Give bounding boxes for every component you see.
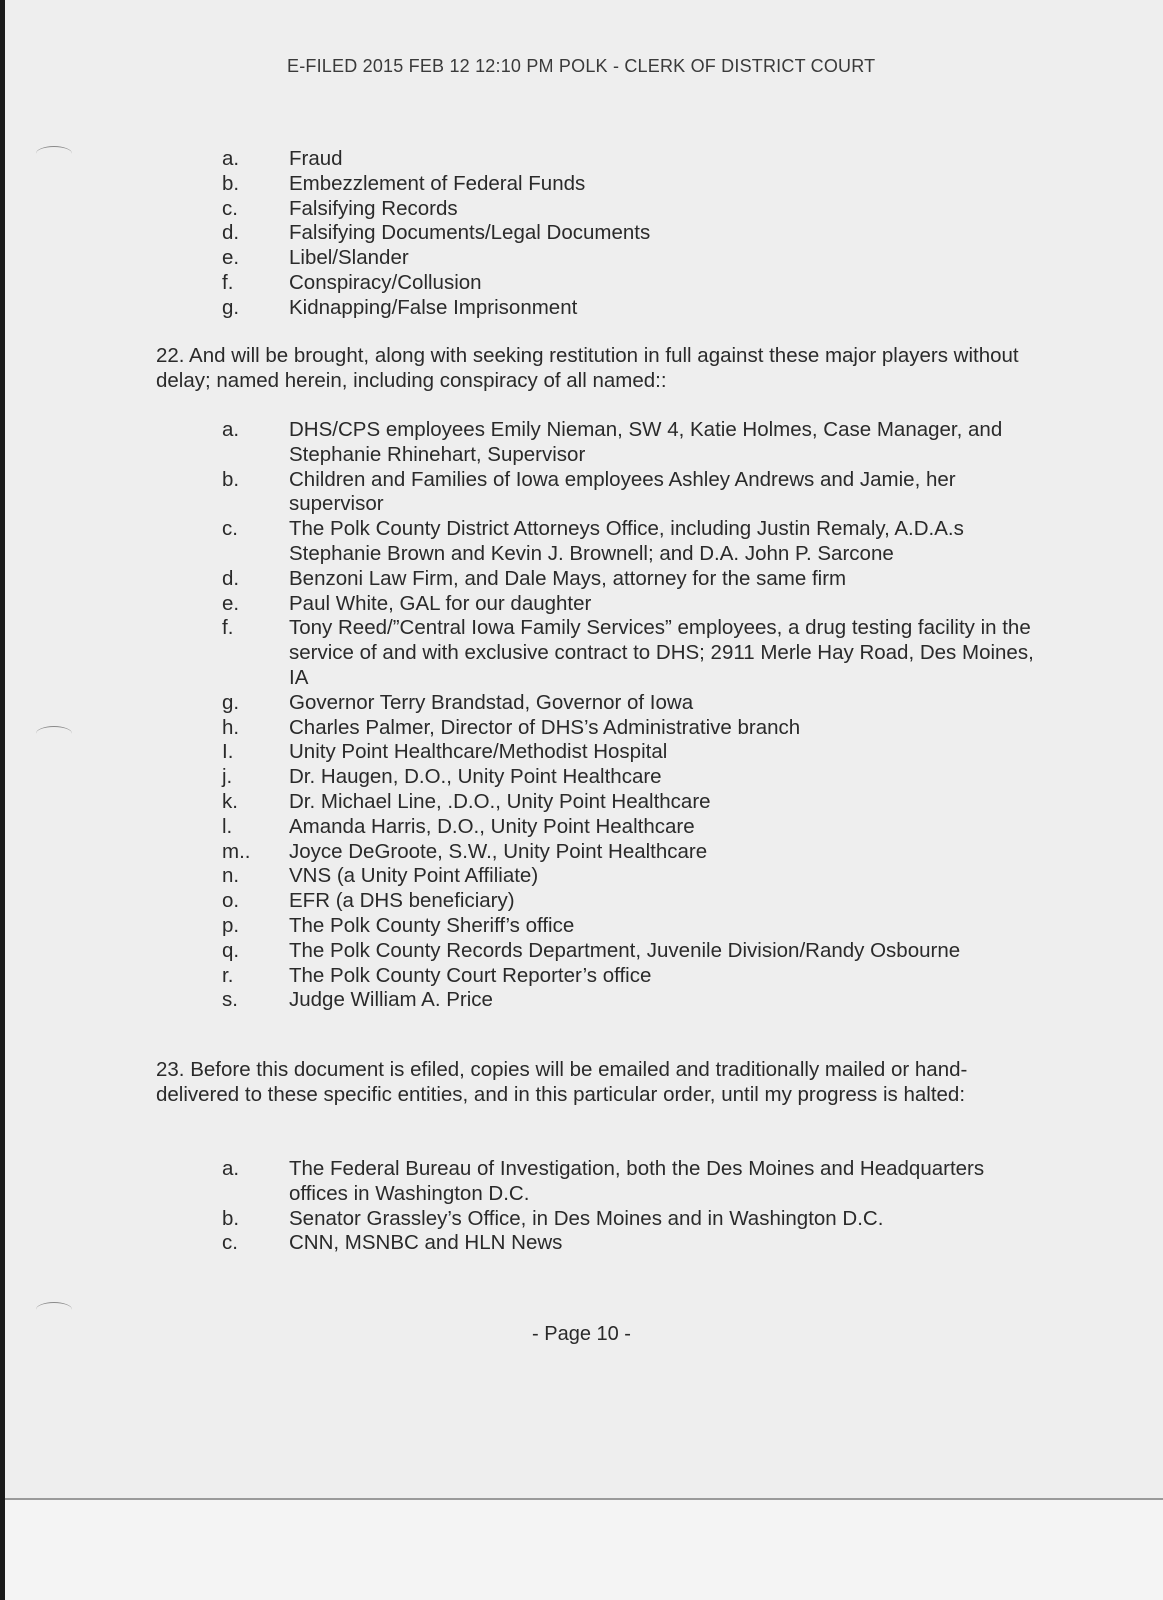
list-item — [0, 246, 1034, 271]
item-marker: m.. — [222, 839, 251, 863]
item-text: Falsifying Records — [289, 196, 458, 220]
list-item — [0, 418, 1034, 468]
recipients-list — [0, 1157, 1034, 1256]
item-marker: n. — [222, 864, 240, 888]
item-text: Tony Reed/”Central Iowa Family Services” employees, a drug testing facility in the service of and with exclusive contract to DHS; 2911 Merle Hay Road, Des Moines, IA — [289, 616, 1034, 689]
item-text: Governor Terry Brandstad, Governor of Iowa — [289, 690, 694, 714]
item-marker: a. — [222, 1157, 240, 1180]
item-marker: b. — [222, 1206, 240, 1230]
punch-hole-mark — [36, 1302, 72, 1317]
list-item — [0, 765, 1034, 790]
list-item — [0, 592, 1034, 617]
item-text: Dr. Haugen, D.O., Unity Point Healthcare — [289, 765, 662, 789]
item-marker: f. — [222, 270, 234, 294]
paragraph-22: 22. And will be brought, along with seeking restitution in full against these major players without delay; named herein, including conspiracy of all named:: — [156, 344, 1019, 392]
item-marker: b. — [222, 171, 240, 195]
item-text: The Polk County Court Reporter’s office — [289, 963, 652, 987]
item-text: Embezzlement of Federal Funds — [289, 171, 586, 195]
list-item — [0, 1207, 1034, 1232]
item-text: Kidnapping/False Imprisonment — [289, 295, 578, 319]
item-marker: j. — [222, 765, 233, 789]
item-text: The Polk County District Attorneys Office, including Justin Remaly, A.D.A.s Stephanie Brown and Kevin J. Brownell; and D.A. John P. Sarcone — [289, 517, 964, 565]
list-item — [0, 1157, 1034, 1207]
item-text: CNN, MSNBC and HLN News — [289, 1231, 563, 1255]
item-marker: a. — [222, 418, 240, 441]
item-marker: d. — [222, 221, 240, 245]
list-item — [0, 296, 1034, 321]
item-text: Falsifying Documents/Legal Documents — [289, 221, 651, 245]
list-item — [0, 864, 1034, 889]
list-item — [0, 221, 1034, 246]
item-text: Joyce DeGroote, S.W., Unity Point Healthcare — [289, 839, 708, 863]
item-text: The Polk County Records Department, Juvenile Division/Randy Osbourne — [289, 938, 961, 962]
item-marker: a. — [222, 147, 240, 170]
item-text: Judge William A. Price — [289, 988, 493, 1012]
item-marker: e. — [222, 246, 240, 270]
item-text: Senator Grassley’s Office, in Des Moines and in Washington D.C. — [289, 1206, 884, 1230]
item-marker: p. — [222, 913, 240, 937]
item-text: Paul White, GAL for our daughter — [289, 591, 592, 615]
list-item — [0, 147, 1034, 172]
item-marker: k. — [222, 789, 238, 813]
list-item — [0, 1231, 1034, 1256]
item-marker: q. — [222, 938, 240, 962]
item-text: Unity Point Healthcare/Methodist Hospital — [289, 740, 668, 764]
page-number: - Page 10 - — [532, 1323, 631, 1345]
item-marker: h. — [222, 715, 240, 739]
item-text: Dr. Michael Line, .D.O., Unity Point Healthcare — [289, 789, 711, 813]
item-text: EFR (a DHS beneficiary) — [289, 889, 515, 913]
list-item — [0, 964, 1034, 989]
charges-list — [0, 147, 1034, 321]
item-text: Amanda Harris, D.O., Unity Point Healthcare — [289, 814, 695, 838]
scan-lower-margin — [5, 1500, 1163, 1600]
item-text: Libel/Slander — [289, 246, 409, 270]
list-item — [0, 914, 1034, 939]
item-marker: r. — [222, 963, 234, 987]
item-marker: c. — [222, 196, 238, 220]
list-item — [0, 840, 1034, 865]
item-marker: d. — [222, 566, 240, 590]
item-marker: f. — [222, 616, 234, 640]
list-item — [0, 716, 1034, 741]
item-marker: s. — [222, 988, 238, 1012]
item-text: Children and Families of Iowa employees Ashley Andrews and Jamie, her supervisor — [289, 467, 956, 516]
item-marker: e. — [222, 591, 240, 615]
item-marker: g. — [222, 690, 240, 714]
list-item — [0, 172, 1034, 197]
list-item — [0, 567, 1034, 592]
item-text: Benzoni Law Firm, and Dale Mays, attorney for the same firm — [289, 566, 847, 590]
item-text: DHS/CPS employees Emily Nieman, SW 4, Katie Holmes, Case Manager, and Stephanie Rhinehart, Supervisor — [289, 418, 1003, 466]
list-item — [0, 197, 1034, 222]
item-text: The Federal Bureau of Investigation, both the Des Moines and Headquarters offices in Washington D.C. — [289, 1157, 985, 1205]
list-item — [0, 790, 1034, 815]
item-text: The Polk County Sheriff’s office — [289, 913, 575, 937]
item-marker: g. — [222, 295, 240, 319]
item-marker: l. — [222, 814, 233, 838]
list-item — [0, 815, 1034, 840]
list-item — [0, 988, 1034, 1013]
efiled-stamp: E-FILED 2015 FEB 12 12:10 PM POLK - CLERK OF DISTRICT COURT — [287, 56, 876, 76]
list-item — [0, 691, 1034, 716]
list-item — [0, 889, 1034, 914]
defendants-list — [0, 418, 1034, 1013]
list-item — [0, 468, 1034, 518]
item-text: Charles Palmer, Director of DHS’s Administrative branch — [289, 715, 801, 739]
item-marker: o. — [222, 889, 240, 913]
item-text: Fraud — [289, 147, 343, 170]
item-marker: b. — [222, 467, 240, 491]
list-item — [0, 616, 1034, 690]
item-marker: c. — [222, 1231, 238, 1255]
item-marker: c. — [222, 517, 238, 541]
list-item — [0, 271, 1034, 296]
item-text: Conspiracy/Collusion — [289, 270, 482, 294]
list-item — [0, 939, 1034, 964]
list-item — [0, 517, 1034, 567]
paragraph-23: 23. Before this document is efiled, copies will be emailed and traditionally mailed or hand-delivered to these specific entities, and in this particular order, until my progress is halted: — [156, 1058, 968, 1106]
list-item — [0, 740, 1034, 765]
item-marker: I. — [222, 740, 234, 764]
item-text: VNS (a Unity Point Affiliate) — [289, 864, 539, 888]
